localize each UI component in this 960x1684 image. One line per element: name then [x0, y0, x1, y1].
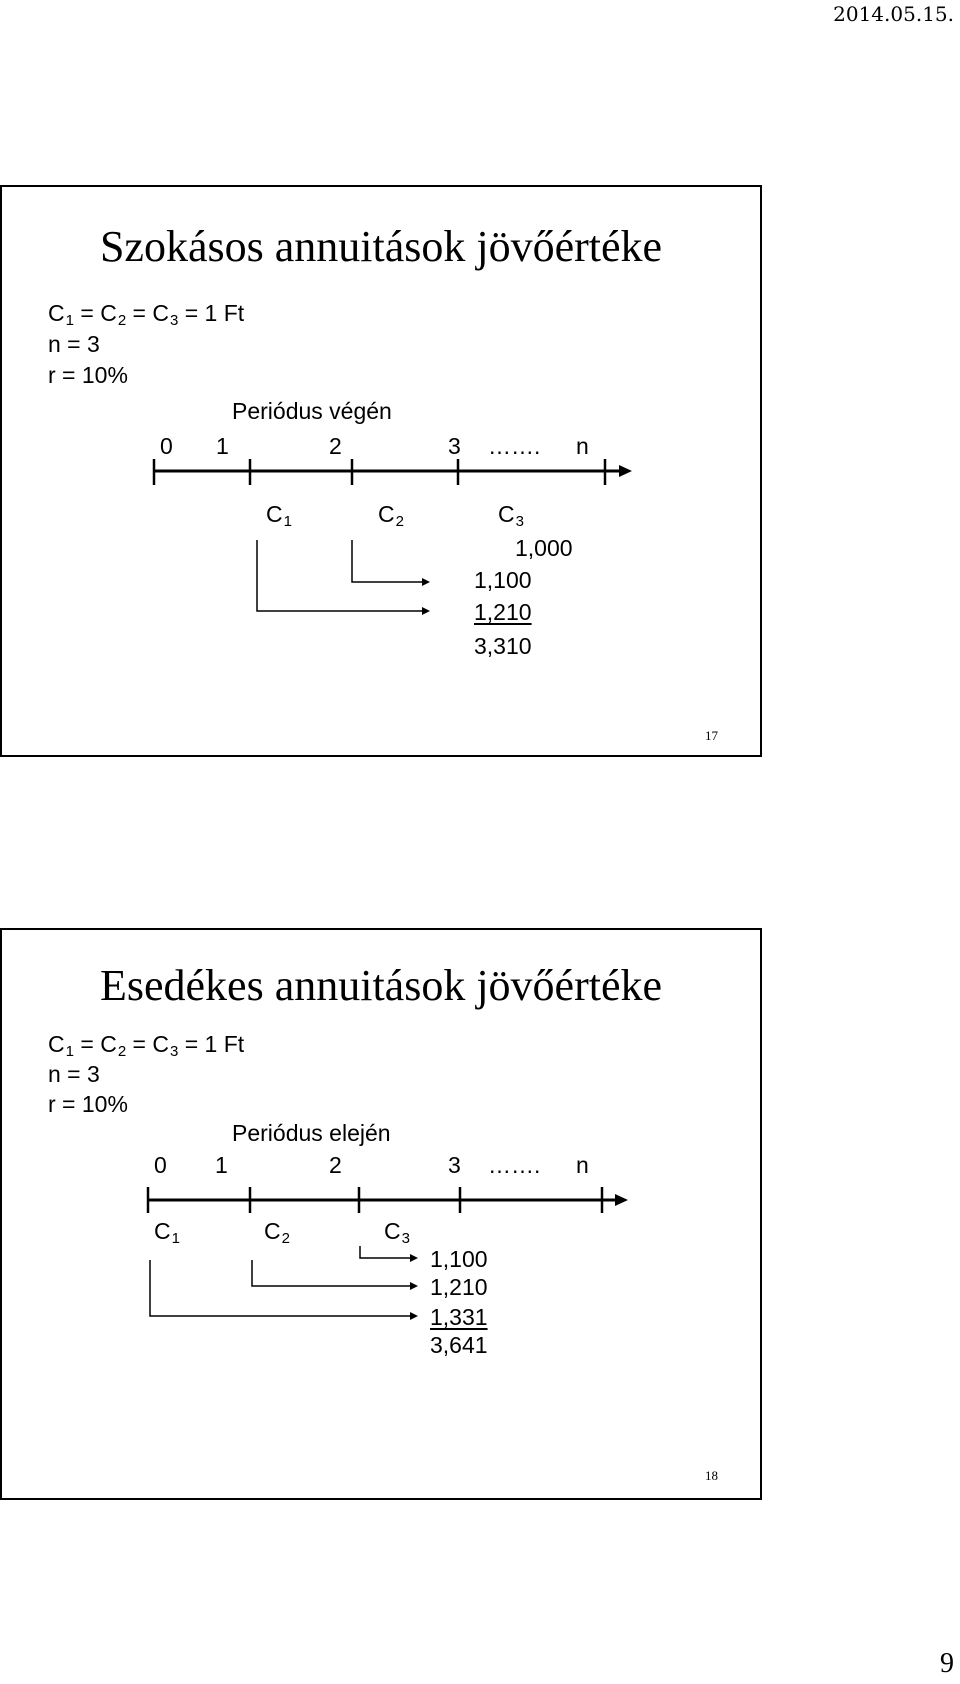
arrowhead-c1 [410, 1312, 418, 1320]
assumption-cash-flows: C1 = C2 = C3 = 1 Ft [48, 1031, 245, 1060]
assumption-rate: r = 10% [48, 1091, 128, 1117]
flow-c1: C1 [266, 501, 292, 530]
timeline-arrowhead [619, 465, 632, 477]
slide-annuity-due [0, 928, 762, 1500]
tick-label-n: n [576, 433, 589, 459]
tick-label-3: 3 [448, 433, 461, 459]
tick-label-ellipsis: ……. [488, 433, 541, 459]
tick-label-2: 2 [329, 1152, 342, 1178]
value-total: 3,641 [430, 1332, 488, 1358]
arrow-c2-to-value [252, 1260, 412, 1286]
arrowhead-c1 [422, 607, 430, 615]
arrow-c2-to-value [352, 540, 424, 582]
arrowhead-c2 [410, 1282, 418, 1290]
slide-number: 18 [705, 1468, 718, 1483]
value-row: 1,331 [430, 1304, 488, 1330]
arrow-c1-to-value [257, 540, 424, 611]
flow-c3: C3 [384, 1218, 410, 1247]
value-row: 1,000 [515, 535, 573, 561]
assumption-periods: n = 3 [48, 331, 100, 357]
value-row: 1,210 [430, 1274, 488, 1300]
timeline-arrowhead [615, 1194, 628, 1206]
value-row: 1,100 [474, 567, 532, 593]
page-number: 9 [940, 1648, 954, 1679]
slide-title: Szokásos annuitások jövőértéke [99, 222, 663, 271]
assumption-rate: r = 10% [48, 362, 128, 388]
flow-c2: C2 [378, 501, 404, 530]
arrow-c1-to-value [150, 1260, 412, 1316]
timeline-diagram [2, 187, 764, 759]
arrowhead-c3 [410, 1254, 418, 1262]
slide-ordinary-annuity [0, 185, 762, 757]
tick-label-0: 0 [160, 433, 173, 459]
assumption-periods: n = 3 [48, 1061, 100, 1087]
value-row: 1,210 [474, 599, 532, 625]
value-row: 1,100 [430, 1246, 488, 1272]
flow-c2: C2 [264, 1218, 290, 1247]
tick-label-1: 1 [216, 433, 229, 459]
arrowhead-c2 [422, 578, 430, 586]
timeline-caption: Periódus végén [232, 398, 392, 424]
header-date: 2014.05.15. [833, 2, 954, 26]
timeline-caption: Periódus elején [232, 1120, 391, 1146]
tick-label-1: 1 [215, 1152, 228, 1178]
tick-label-3: 3 [448, 1152, 461, 1178]
tick-label-0: 0 [154, 1152, 167, 1178]
arrow-c3-to-value [360, 1246, 412, 1258]
tick-label-2: 2 [329, 433, 342, 459]
slide-title: Esedékes annuitások jövőértéke [99, 961, 663, 1010]
slide-number: 17 [705, 728, 718, 743]
timeline-diagram [2, 930, 764, 1502]
tick-label-n: n [576, 1152, 589, 1178]
flow-c1: C1 [154, 1218, 180, 1247]
flow-c3: C3 [498, 501, 524, 530]
assumption-cash-flows: C1 = C2 = C3 = 1 Ft [48, 300, 245, 329]
tick-label-ellipsis: ……. [488, 1152, 541, 1178]
value-total: 3,310 [474, 633, 532, 659]
